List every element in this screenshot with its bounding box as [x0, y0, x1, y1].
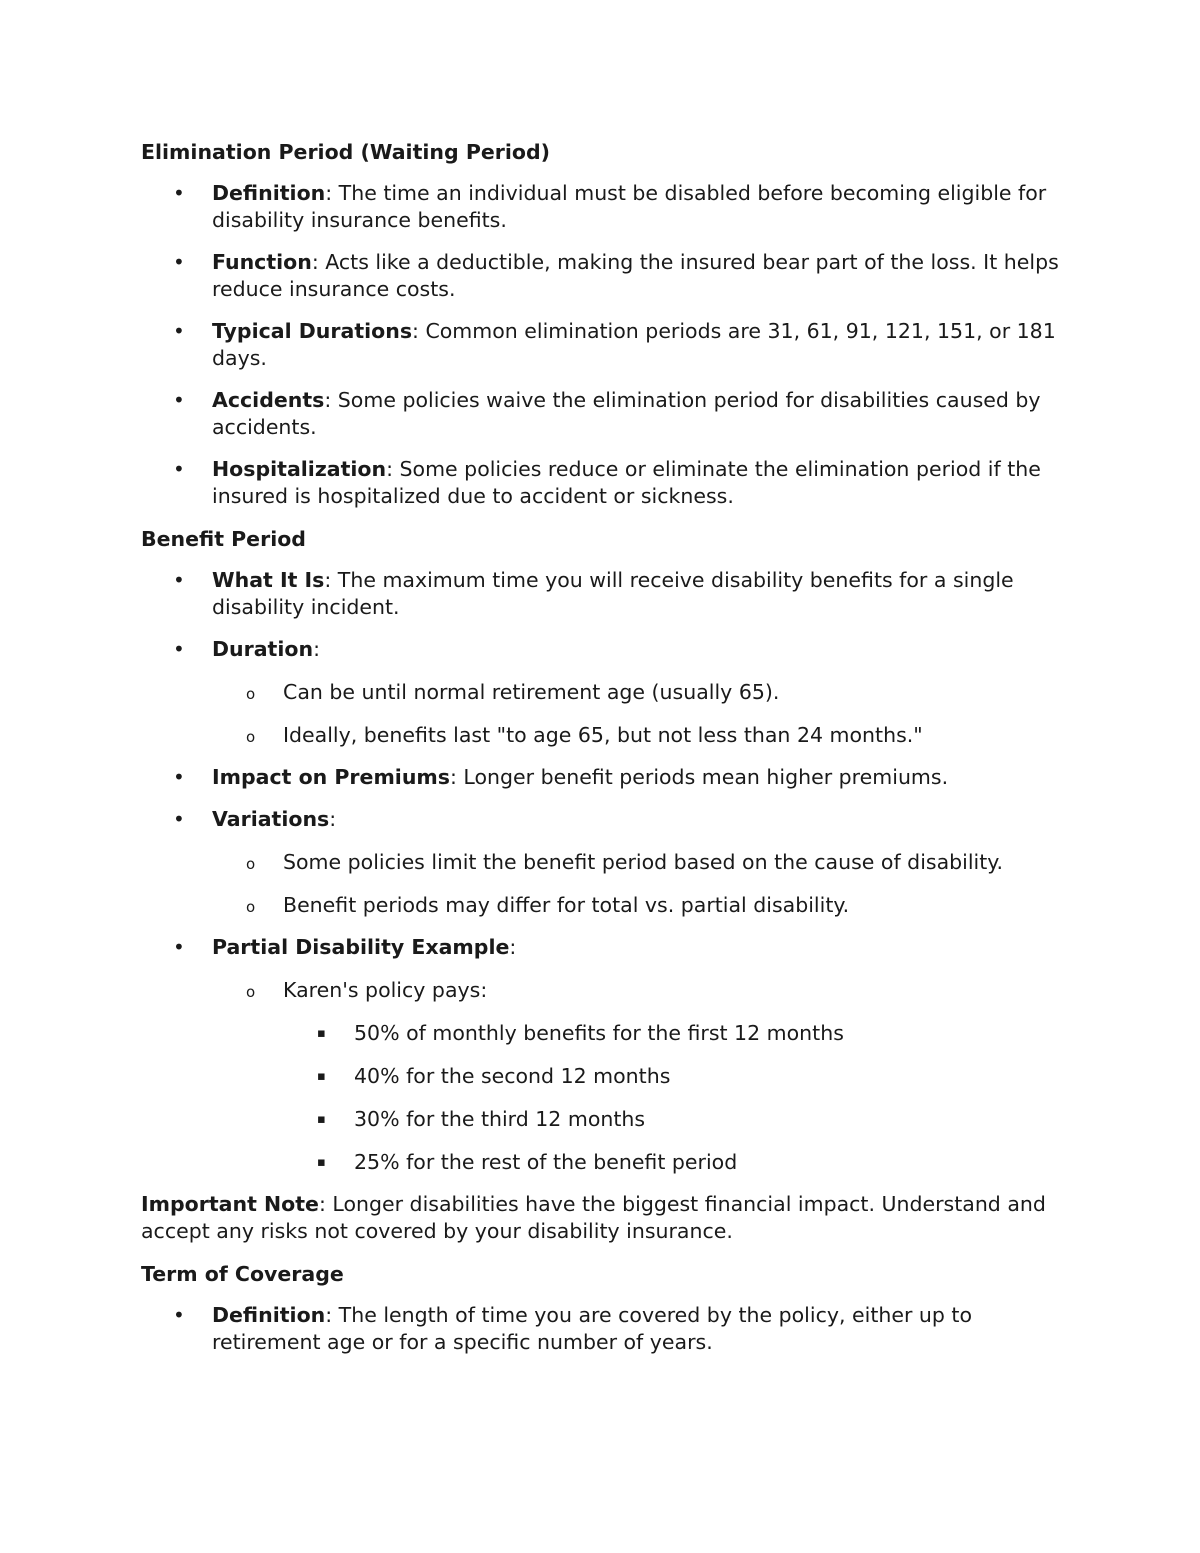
document-page	[141, 139, 1061, 1371]
list-item	[141, 249, 1061, 303]
item-text: : Acts like a deductible, making the insured bear part of the loss. It helps reduce insurance costs.	[212, 250, 1059, 301]
list-item	[141, 180, 1061, 234]
sub-list-item	[212, 892, 1061, 919]
bullet-icon: •	[173, 637, 185, 661]
item-term: Duration	[212, 637, 314, 661]
item-term: What It Is	[212, 568, 325, 592]
circle-bullet-icon: o	[246, 983, 256, 1001]
sub-list-item	[212, 722, 1061, 749]
item-term: Accidents	[212, 388, 325, 412]
list-item	[141, 934, 1061, 1176]
bullet-icon: •	[173, 807, 185, 831]
payout-text: 50% of monthly benefits for the first 12 months	[354, 1021, 844, 1045]
list-item	[141, 387, 1061, 441]
square-bullet-icon: ▪	[317, 1069, 326, 1084]
item-term: Function	[212, 250, 312, 274]
item-term: Partial Disability Example	[212, 935, 510, 959]
circle-bullet-icon: o	[246, 855, 256, 873]
payout-item	[283, 1106, 1061, 1133]
partial-disability-sublist	[212, 977, 1061, 1176]
item-text: : Some policies waive the elimination period for disabilities caused by accidents.	[212, 388, 1041, 439]
sub-item-text: Ideally, benefits last "to age 65, but not less than 24 months."	[283, 723, 923, 747]
square-bullet-icon: ▪	[317, 1155, 326, 1170]
payout-item	[283, 1063, 1061, 1090]
item-term: Definition	[212, 1303, 326, 1327]
bullet-icon: •	[173, 181, 185, 205]
important-note	[141, 1191, 1061, 1245]
item-term: Definition	[212, 181, 326, 205]
payout-text: 25% for the rest of the benefit period	[354, 1150, 738, 1174]
bullet-icon: •	[173, 1303, 185, 1327]
section-heading-benefit-period: Benefit Period	[141, 527, 306, 551]
item-text: : The length of time you are covered by the policy, either up to retirement age or for a specific number of years.	[212, 1303, 973, 1354]
item-term: Impact on Premiums	[212, 765, 450, 789]
item-term: Hospitalization	[212, 457, 387, 481]
item-text: : The maximum time you will receive disability benefits for a single disability incident.	[212, 568, 1014, 619]
sub-item-text: Can be until normal retirement age (usually 65).	[283, 680, 780, 704]
sub-item-text: Benefit periods may differ for total vs. partial disability.	[283, 893, 850, 917]
list-item	[141, 1302, 1061, 1356]
bullet-icon: •	[173, 319, 185, 343]
bullet-icon: •	[173, 250, 185, 274]
circle-bullet-icon: o	[246, 898, 256, 916]
item-text: : Some policies reduce or eliminate the elimination period if the insured is hospitalized due to accident or sickness.	[212, 457, 1041, 508]
square-bullet-icon: ▪	[317, 1112, 326, 1127]
bullet-icon: •	[173, 765, 185, 789]
item-text: : The time an individual must be disabled before becoming eligible for disability insurance benefits.	[212, 181, 1047, 232]
list-item	[141, 764, 1061, 791]
note-text: : Longer disabilities have the biggest financial impact. Understand and accept any risks not covered by your disability insurance.	[141, 1192, 1046, 1243]
item-text: :	[509, 935, 517, 959]
payout-text: 30% for the third 12 months	[354, 1107, 646, 1131]
bullet-icon: •	[173, 568, 185, 592]
list-item	[141, 636, 1061, 749]
item-term: Variations	[212, 807, 330, 831]
payout-item	[283, 1149, 1061, 1176]
payout-text: 40% for the second 12 months	[354, 1064, 671, 1088]
payout-schedule-list	[283, 1020, 1061, 1176]
list-item	[141, 567, 1061, 621]
section-heading-term-of-coverage: Term of Coverage	[141, 1262, 344, 1286]
term-of-coverage-list	[141, 1302, 1061, 1356]
square-bullet-icon: ▪	[317, 1026, 326, 1041]
bullet-icon: •	[173, 457, 185, 481]
item-text: : Longer benefit periods mean higher premiums.	[449, 765, 949, 789]
circle-bullet-icon: o	[246, 728, 256, 746]
list-item	[141, 456, 1061, 510]
sub-item-text: Some policies limit the benefit period based on the cause of disability.	[283, 850, 1003, 874]
sub-list-item	[212, 849, 1061, 876]
item-text: :	[313, 637, 320, 661]
list-item	[141, 318, 1061, 372]
benefit-period-list	[141, 567, 1061, 1176]
circle-bullet-icon: o	[246, 685, 256, 703]
item-text: :	[329, 807, 337, 831]
sub-list-item	[212, 977, 1061, 1176]
bullet-icon: •	[173, 388, 185, 412]
elimination-period-list	[141, 180, 1061, 510]
bullet-icon: •	[173, 935, 185, 959]
duration-sublist	[212, 679, 1061, 749]
sub-list-item	[212, 679, 1061, 706]
variations-sublist	[212, 849, 1061, 919]
section-heading-elimination-period: Elimination Period (Waiting Period)	[141, 140, 551, 164]
item-text: : Common elimination periods are 31, 61, 91, 121, 151, or 181 days.	[212, 319, 1056, 370]
list-item	[141, 806, 1061, 919]
sub-item-text: Karen's policy pays:	[283, 978, 488, 1002]
note-term: Important Note	[141, 1192, 319, 1216]
item-term: Typical Durations	[212, 319, 413, 343]
payout-item	[283, 1020, 1061, 1047]
